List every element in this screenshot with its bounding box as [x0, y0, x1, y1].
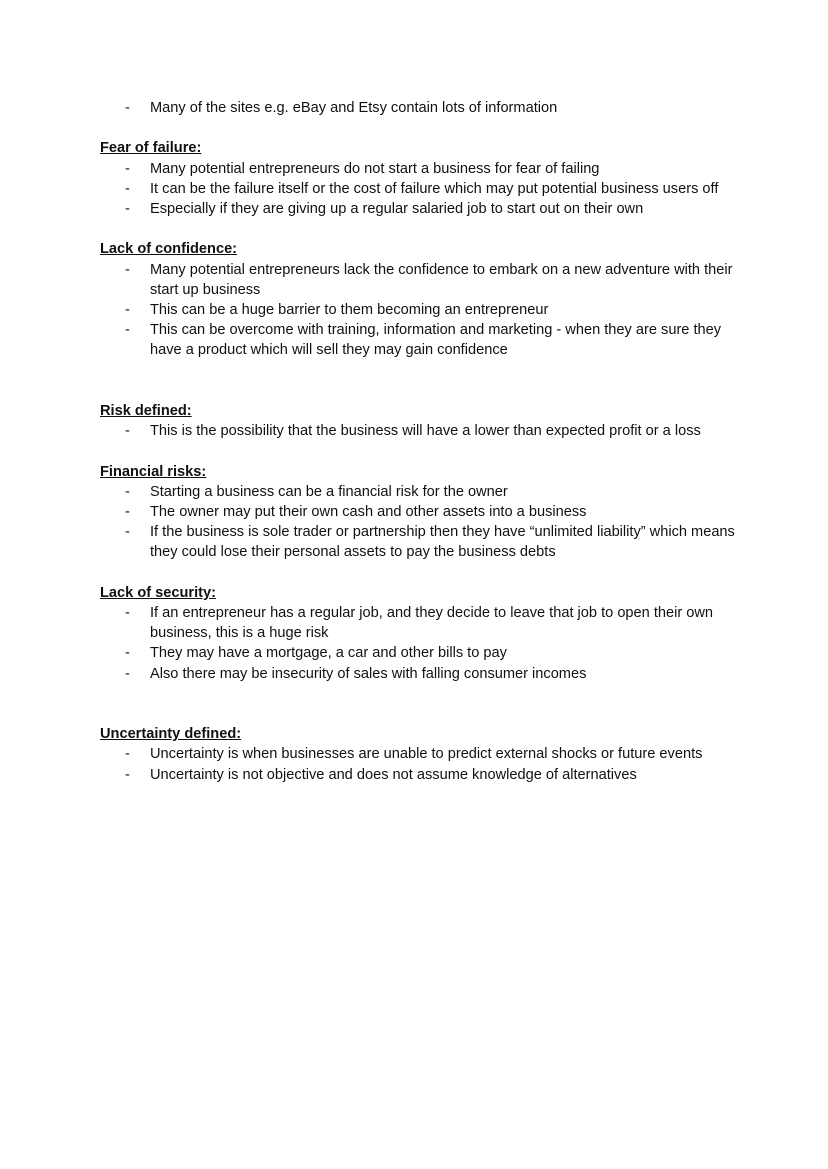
bullet-dash: - — [125, 160, 130, 177]
section-heading-financial-risks: Financial risks: — [100, 463, 207, 480]
bullet-dash: - — [125, 261, 130, 278]
bullet-dash: - — [125, 524, 130, 541]
bullet-dash: - — [125, 302, 130, 318]
document-page — [100, 98, 740, 785]
list-item: - Starting a business can be a financial risk for the owner — [100, 482, 740, 502]
list-item: - If the business is sole trader or partnership then they have “unlimited liability” which means they could lose their personal assets to pay the business debts — [125, 524, 735, 561]
bullet-dash: - — [125, 100, 130, 116]
bullet-dash: - — [125, 645, 130, 662]
bullet-dash: - — [125, 504, 130, 520]
list-item: - Uncertainty is when businesses are unable to predict external shocks or future events — [100, 744, 740, 764]
bullet-dash: - — [125, 201, 130, 217]
bullet-list-lack-of-security — [100, 603, 740, 684]
bullet-dash: - — [125, 766, 130, 783]
bullet-dash: - — [125, 605, 130, 621]
bullet-dash: - — [125, 665, 130, 682]
section-heading-risk-defined: Risk defined: — [100, 403, 192, 419]
bullet-list-risk-defined — [100, 421, 740, 441]
bullet-list-financial-risks — [100, 482, 740, 563]
list-item: - They may have a mortgage, a car and other bills to pay — [100, 643, 740, 663]
bullet-list-fear-of-failure — [100, 159, 740, 220]
section-heading-lack-of-security: Lack of security: — [100, 584, 216, 601]
bullet-dash: - — [125, 746, 130, 763]
section-heading-uncertainty-defined: Uncertainty defined: — [100, 726, 242, 743]
list-item: - Many potential entrepreneurs lack the confidence to embark on a new adventure with their start up business — [125, 261, 733, 298]
list-item: - This is the possibility that the business will have a lower than expected profit or a loss — [100, 421, 740, 441]
bullet-list-intro — [100, 98, 740, 118]
list-item: - Also there may be insecurity of sales with falling consumer incomes — [100, 664, 740, 684]
bullet-dash: - — [125, 423, 130, 440]
list-item: - It can be the failure itself or the cost of failure which may put potential business users off — [100, 179, 740, 199]
list-item: - Especially if they are giving up a regular salaried job to start out on their own — [100, 199, 740, 219]
bullet-list-lack-of-confidence — [100, 260, 740, 361]
bullet-dash: - — [125, 180, 130, 197]
list-item: - The owner may put their own cash and other assets into a business — [100, 502, 740, 522]
bullet-list-uncertainty-defined — [100, 744, 740, 784]
list-item: - Many potential entrepreneurs do not start a business for fear of failing — [100, 159, 740, 179]
section-heading-fear-of-failure: Fear of failure: — [100, 140, 202, 157]
list-item: - Many of the sites e.g. eBay and Etsy contain lots of information — [100, 98, 740, 118]
list-item: - Uncertainty is not objective and does not assume knowledge of alternatives — [100, 765, 740, 785]
bullet-dash: - — [125, 322, 130, 339]
section-heading-lack-of-confidence: Lack of confidence: — [100, 241, 238, 258]
list-item: - If an entrepreneur has a regular job, and they decide to leave that job to open their own business, this is a huge risk — [125, 605, 714, 642]
list-item: - This can be a huge barrier to them becoming an entrepreneur — [100, 300, 740, 320]
list-item: - This can be overcome with training, information and marketing - when they are sure they have a product which will sell they may gain confidence — [125, 322, 722, 359]
bullet-dash: - — [125, 483, 130, 500]
